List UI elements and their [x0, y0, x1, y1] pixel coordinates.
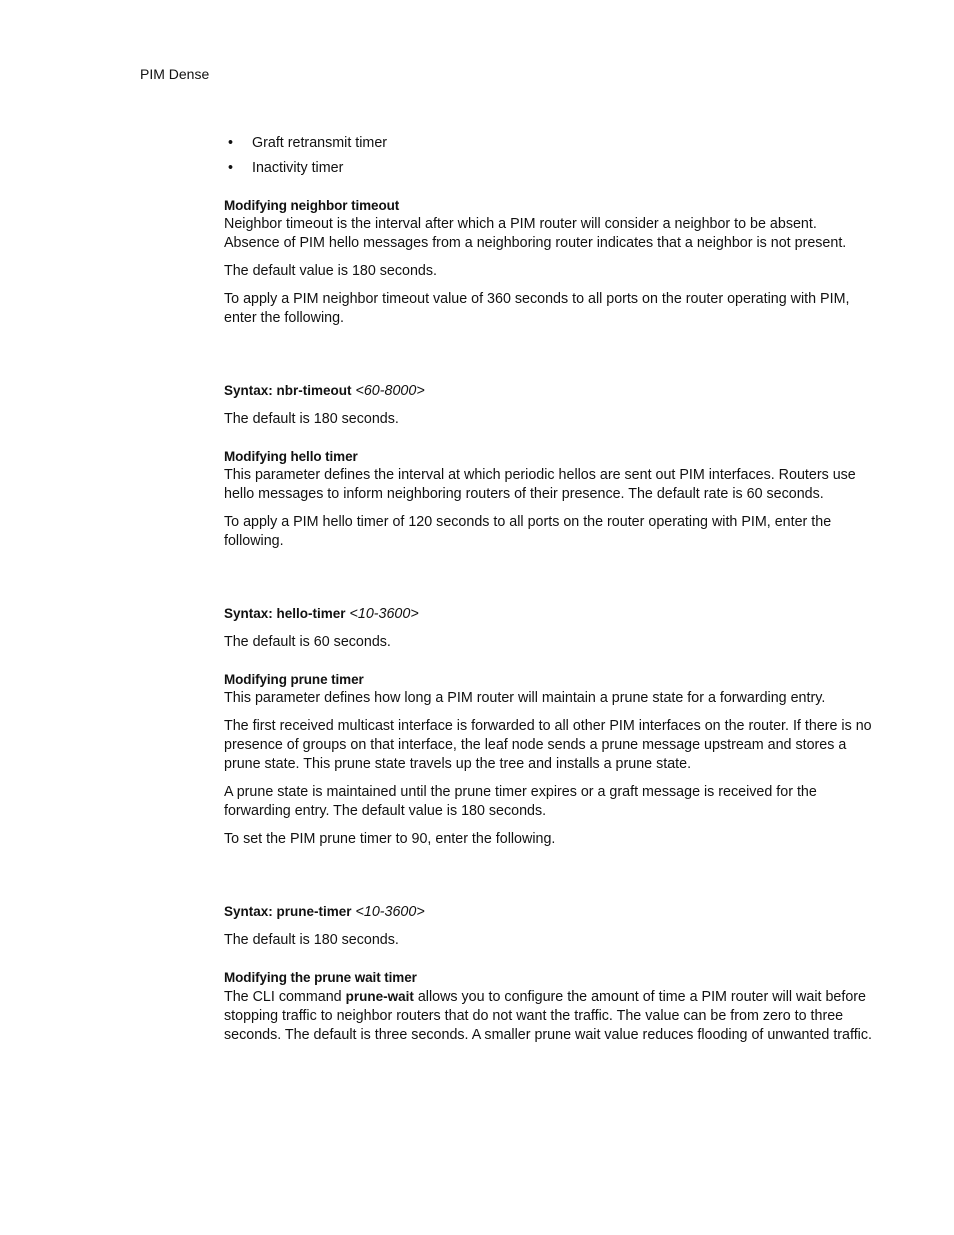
- paragraph: This parameter defines the interval at which periodic hellos are sent out PIM interfaces. Routers use hello messages to inform neighboring routers of their presence. The default rate is 60 seconds.: [224, 467, 856, 502]
- bullet-icon: •: [228, 135, 234, 151]
- syntax-line: Syntax: nbr-timeout <60-8000>: [224, 383, 425, 399]
- paragraph: To set the PIM prune timer to 90, enter the following.: [224, 831, 556, 847]
- paragraph: The CLI command prune-wait allows you to configure the amount of time a PIM router will wait before stopping traffic to neighbor routers that do not want the traffic. The value can be from zero to three seconds. The default is three seconds. A smaller prune wait value reduces flooding of unwanted traffic.: [224, 989, 872, 1043]
- spacer: [224, 337, 874, 381]
- section-heading: Modifying prune timer: [224, 672, 364, 687]
- spacer: [224, 560, 874, 604]
- cli-command: prune-wait: [345, 989, 414, 1004]
- paragraph: A prune state is maintained until the prune timer expires or a graft message is received for the forwarding entry. The default value is 180 seconds.: [224, 784, 817, 819]
- section-heading: Modifying neighbor timeout: [224, 198, 400, 213]
- syntax-line: Syntax: prune-timer <10-3600>: [224, 904, 425, 920]
- section-neighbor-timeout: [224, 196, 874, 429]
- section-heading: Modifying the prune wait timer: [224, 970, 417, 985]
- page-content: [224, 134, 874, 1054]
- paragraph: The default is 60 seconds.: [224, 634, 391, 650]
- section-prune-timer: [224, 670, 874, 950]
- section-heading: Modifying hello timer: [224, 449, 358, 464]
- bullet-list: [224, 134, 874, 178]
- bullet-icon: •: [228, 160, 234, 176]
- paragraph: Neighbor timeout is the interval after which a PIM router will consider a neighbor to be absent. Absence of PIM hello messages from a neighboring router indicates that a neighbor is not present.: [224, 216, 847, 251]
- spacer: [224, 858, 874, 902]
- paragraph: To apply a PIM hello timer of 120 seconds to all ports on the router operating with PIM, enter the following.: [224, 514, 832, 549]
- syntax-line: Syntax: hello-timer <10-3600>: [224, 606, 419, 622]
- section-hello-timer: [224, 447, 874, 652]
- list-item: • Inactivity timer: [228, 160, 344, 176]
- paragraph: To apply a PIM neighbor timeout value of 360 seconds to all ports on the router operating with PIM, enter the following.: [224, 291, 850, 326]
- paragraph: The first received multicast interface is forwarded to all other PIM interfaces on the router. If there is no presence of groups on that interface, the leaf node sends a prune message upstream and stores a prune state. This prune state travels up the tree and installs a prune state.: [224, 718, 872, 772]
- paragraph: The default value is 180 seconds.: [224, 263, 438, 279]
- list-item: • Graft retransmit timer: [228, 135, 388, 151]
- running-header: PIM Dense: [140, 66, 210, 82]
- paragraph: This parameter defines how long a PIM router will maintain a prune state for a forwarding entry.: [224, 690, 826, 706]
- paragraph: The default is 180 seconds.: [224, 932, 399, 948]
- section-prune-wait: [224, 968, 874, 1045]
- paragraph: The default is 180 seconds.: [224, 411, 399, 427]
